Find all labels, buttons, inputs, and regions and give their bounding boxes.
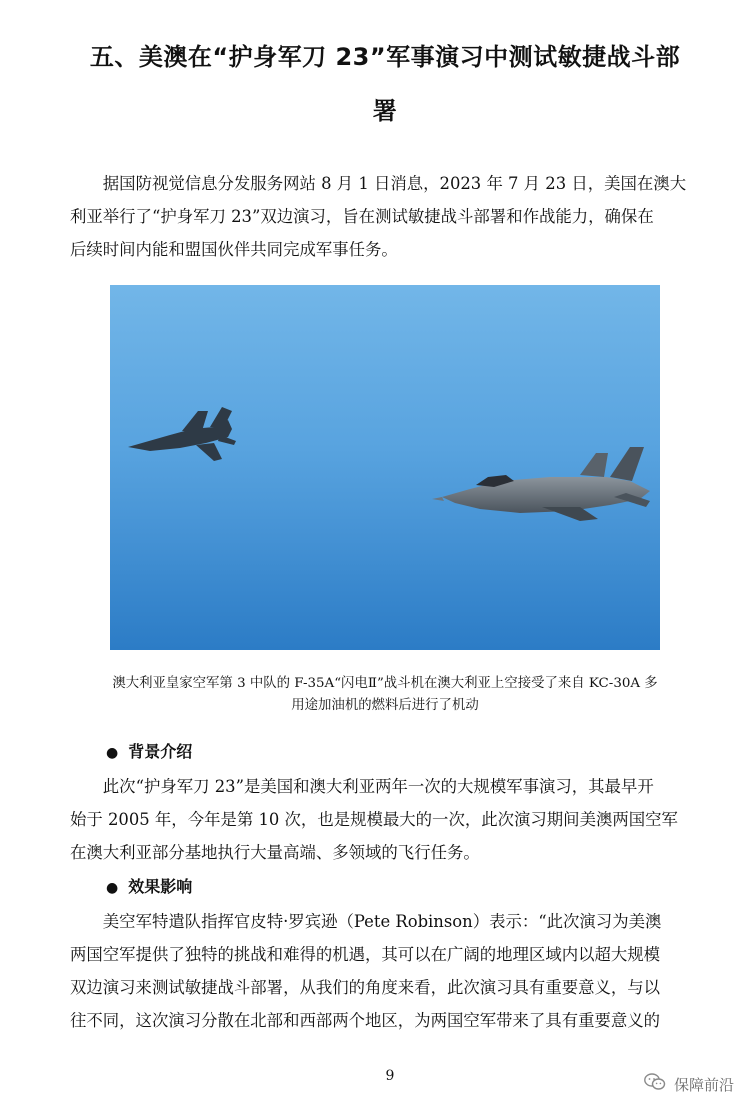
- impact-paragraph: [70, 905, 706, 1037]
- title-line-1: 五、美澳在“护身军刀 23”军事演习中测试敏捷战斗部: [89, 43, 681, 71]
- section-heading-text: 效果影响: [128, 877, 193, 896]
- watermark-text: 保障前沿: [673, 1076, 734, 1094]
- section-heading-impact: [106, 874, 192, 901]
- wechat-icon: [644, 1073, 666, 1097]
- impact-line: 两国空军提供了独特的挑战和难得的机遇，其可以在广阔的地理区域内以超大规模: [70, 945, 661, 964]
- photo-caption: [60, 673, 710, 717]
- wechat-watermark: [644, 1073, 734, 1097]
- intro-paragraph: [70, 167, 706, 266]
- impact-line: 美空军特遣队指挥官皮特·罗宾逊（Pete Robinson）表示：“此次演习为美澳: [102, 912, 662, 931]
- impact-line: 双边演习来测试敏捷战斗部署，从我们的角度来看，此次演习具有重要意义，与以: [70, 978, 661, 997]
- background-line: 始于 2005 年，今年是第 10 次，也是规模最大的一次，此次演习期间美澳两国空军: [70, 810, 678, 829]
- background-line: 此次“护身军刀 23”是美国和澳大利亚两年一次的大规模军事演习，其最早开: [102, 777, 654, 796]
- impact-line: 往不同，这次演习分散在北部和西部两个地区，为两国空军带来了具有重要意义的: [70, 1011, 661, 1030]
- section-heading-background: [106, 739, 192, 766]
- caption-line: 澳大利亚皇家空军第 3 中队的 F-35A“闪电Ⅱ”战斗机在澳大利亚上空接受了来自 KC-30A 多: [112, 676, 658, 691]
- background-line: 在澳大利亚部分基地执行大量高端、多领域的飞行任务。: [70, 843, 480, 862]
- intro-line: 据国防视觉信息分发服务网站 8 月 1 日消息，2023 年 7 月 23 日，美国在澳大: [102, 174, 687, 193]
- intro-line: 利亚举行了“护身军刀 23”双边演习，旨在测试敏捷战斗部署和作战能力，确保在: [70, 207, 654, 226]
- section-heading-text: 背景介绍: [128, 742, 193, 761]
- background-paragraph: [70, 770, 706, 869]
- page-number: 9: [385, 1068, 395, 1084]
- caption-line: 用途加油机的燃料后进行了机动: [291, 698, 479, 713]
- title-line-2: 署: [372, 97, 398, 125]
- intro-line: 后续时间内能和盟国伙伴共同完成军事任务。: [70, 240, 398, 259]
- bullet-icon: ●: [106, 745, 119, 761]
- page-title: [60, 30, 710, 138]
- fighter-jets-photo: [110, 285, 660, 650]
- bullet-icon: ●: [106, 880, 119, 896]
